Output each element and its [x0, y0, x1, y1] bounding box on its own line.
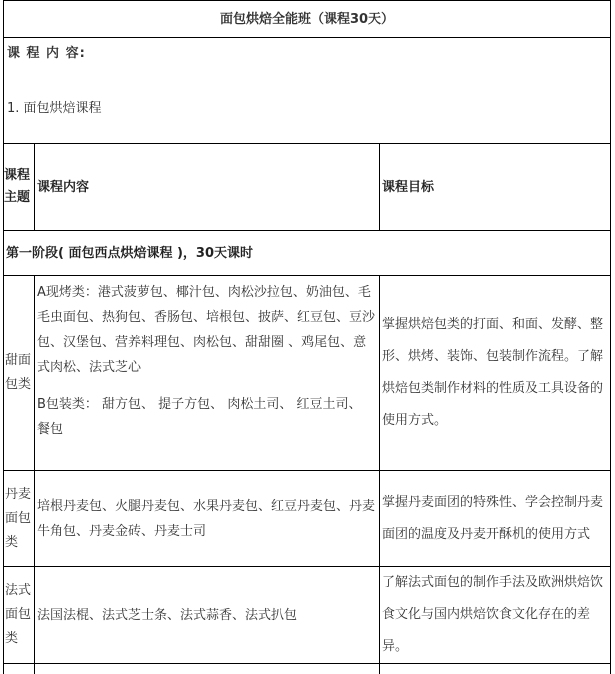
row-topic: 丹麦面包类 [4, 471, 35, 567]
row-goal: 掌握丹麦面团的特殊性、学会控制丹麦面团的温度及丹麦开酥机的使用方式 [380, 471, 611, 567]
intro-row [4, 38, 611, 144]
course-table [3, 0, 611, 674]
intro-heading: 课 程 内 容: [7, 41, 607, 66]
header-topic: 课程主题 [4, 144, 35, 231]
content-b: B包装类： 甜方包、 提子方包、 肉松土司、 红豆土司、 餐包 [37, 392, 377, 442]
stage-title: 第一阶段( 面包西点烘焙课程 )，30天课时 [4, 231, 611, 276]
stage-row [4, 231, 611, 276]
table-row [4, 471, 611, 567]
header-goal: 课程目标 [380, 144, 611, 231]
row-topic: 甜面包类 [4, 276, 35, 471]
table-row [4, 567, 611, 664]
title-row [4, 1, 611, 38]
row-content-empty [35, 664, 380, 674]
row-topic-empty [4, 664, 35, 674]
intro-subheading: 1. 面包烘焙课程 [7, 96, 607, 121]
row-content: 培根丹麦包、火腿丹麦包、水果丹麦包、红豆丹麦包、丹麦牛角包、丹麦金砖、丹麦士司 [35, 471, 380, 567]
table-row [4, 276, 611, 471]
course-document [3, 0, 610, 674]
row-content [35, 276, 380, 471]
intro-cell [4, 38, 611, 144]
row-goal-empty [380, 664, 611, 674]
row-goal: 了解法式面包的制作手法及欧洲烘焙饮食文化与国内烘焙饮食文化存在的差异。 [380, 567, 611, 664]
course-title: 面包烘焙全能班（课程30天） [4, 1, 611, 38]
header-row [4, 144, 611, 231]
table-row-partial [4, 664, 611, 674]
content-a: A现烤类：港式菠萝包、椰汁包、肉松沙拉包、奶油包、毛毛虫面包、热狗包、香肠包、培根包、披萨、红豆包、豆沙包、汉堡包、营养料理包、肉松包、甜甜圈 、鸡尾包、意式肉松、法式芝心 [37, 280, 377, 380]
row-goal: 掌握烘焙包类的打面、和面、发酵、整形、烘烤、装饰、包装制作流程。了解烘焙包类制作材料的性质及工具设备的使用方式。 [380, 276, 611, 471]
row-content: 法国法棍、法式芝士条、法式蒜香、法式扒包 [35, 567, 380, 664]
header-content: 课程内容 [35, 144, 380, 231]
row-topic: 法式面包类 [4, 567, 35, 664]
